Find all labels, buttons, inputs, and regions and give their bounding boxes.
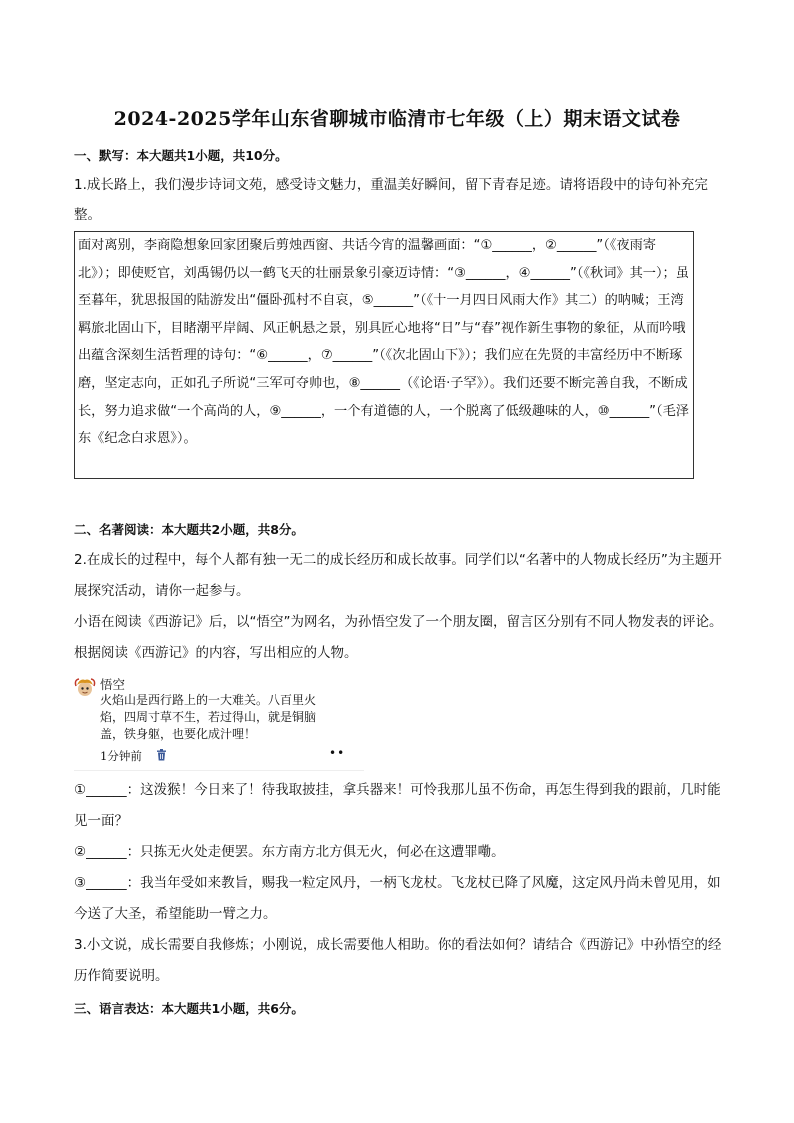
comment-3: ③______：我当年受如来教旨，赐我一粒定风丹，一柄飞龙杖。飞龙杖已降了风魔，这定风丹尚未曾见用，如今送了大圣，希望能助一臂之力。 xyxy=(74,875,721,922)
section-1-heading: 一、默写：本大题共1小题，共10分。 xyxy=(74,148,288,163)
post-more-options[interactable]: •• xyxy=(329,746,346,760)
question-1-passage-box: 面对离别，李商隐想象回家团聚后剪烛西窗、共话今宵的温馨画面：“①______，②______”（《夜雨寄北》）；即使贬官，刘禹锡仍以一鹤飞天的壮丽景象引豪迈诗情：“③______，④______”（《秋词》其一）；虽至暮年，犹思报国的陆游发出“僵卧孤村不自哀，⑤______”（《十一月四日风雨大作》其二）的呐喊；王湾羁旅北固山下，目睹潮平岸阔、风正帆悬之景，别具匠心地将“日”与“春”视作新生事物的象征，从而吟哦出蕴含深刻生活哲理的诗句：“⑥______，⑦______”（《次北固山下》）；我们应在先贤的丰富经历中不断琢磨，坚定志向，正如孔子所说“三军可夺帅也，⑧______（《论语·子罕》）。我们还要不断完善自我，不断成长，努力追求做“一个高尚的人，⑨______，一个有道德的人，一个脱离了低级趣味的人，⑩______”（毛泽东《纪念白求恩》）。 xyxy=(74,231,694,479)
post-author-name: 悟空 xyxy=(100,677,126,692)
trash-icon[interactable] xyxy=(156,749,167,761)
exam-title: 2024-2025学年山东省聊城市临清市七年级（上）期末语文试卷 xyxy=(113,108,681,130)
question-3: 3.小文说，成长需要自我修炼；小刚说，成长需要他人相助。你的看法如何？请结合《西游记》中孙悟空的经历作简要说明。 xyxy=(74,937,722,984)
question-2-intro: 小语在阅读《西游记》后，以“悟空”为网名，为孙悟空发了一个朋友圈，留言区分别有不同人物发表的评论。根据阅读《西游记》的内容，写出相应的人物。 xyxy=(74,614,723,661)
monkey-king-avatar-icon xyxy=(74,676,96,698)
post-content: 火焰山是西行路上的一大难关。八百里火焰，四周寸草不生，若过得山，就是铜脑盖，铁身躯，也要化成汁哩！ xyxy=(100,693,317,741)
comment-2: ②______：只拣无火处走便罢。东方南方北方俱无火，何必在这遭罪嘞。 xyxy=(74,844,505,860)
comment-1: ①______：这泼猴！今日来了！待我取披挂，拿兵器来！可怜我那儿虽不伤命，再怎生得到我的跟前，几时能见一面？ xyxy=(74,782,721,829)
section-2-heading: 二、名著阅读：本大题共2小题，共8分。 xyxy=(74,522,304,537)
post-timestamp: 1分钟前 xyxy=(100,749,142,763)
section-3-heading: 三、语言表达：本大题共1小题，共6分。 xyxy=(74,1001,304,1016)
question-2-stem: 2.在成长的过程中，每个人都有独一无二的成长经历和成长故事。同学们以“名著中的人物成长经历”为主题开展探究活动，请你一起参与。 xyxy=(74,552,722,599)
post-divider xyxy=(74,770,364,771)
question-1-stem: 1.成长路上，我们漫步诗词文苑，感受诗文魅力，重温美好瞬间，留下青春足迹。请将语段中的诗句补充完整。 xyxy=(74,177,708,223)
